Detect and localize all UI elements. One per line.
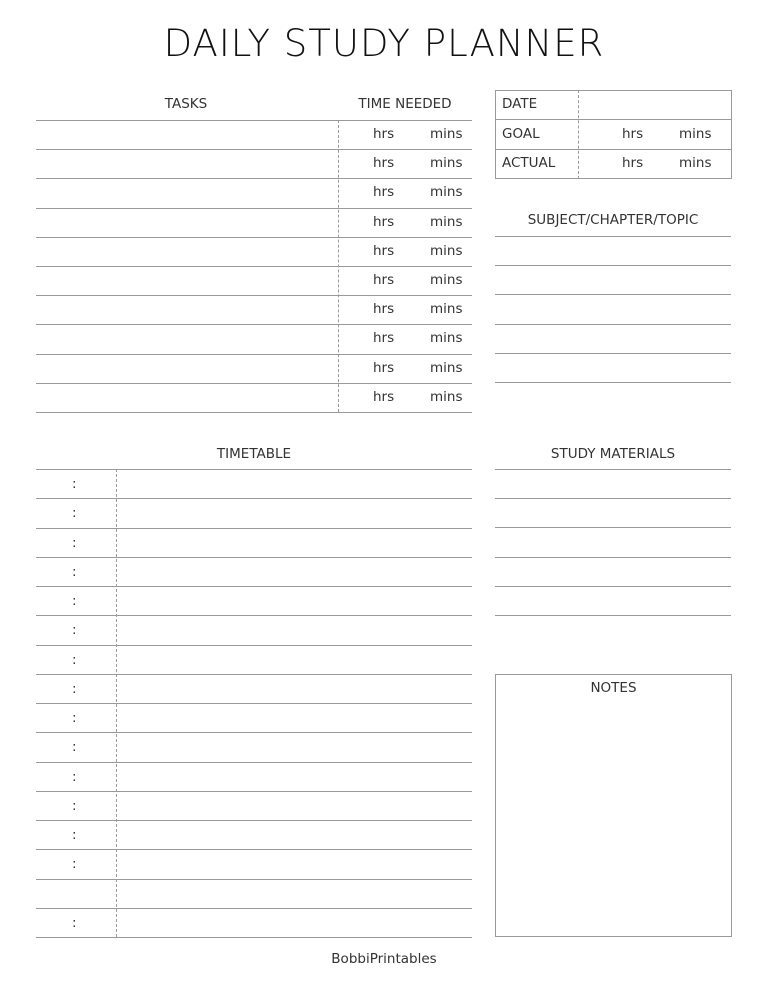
task-hrs-label: hrs xyxy=(373,388,395,405)
time-slot-label: : xyxy=(72,739,77,755)
timetable-entry-input[interactable] xyxy=(118,821,470,848)
time-slot-label: : xyxy=(72,915,77,931)
time-slot-label: : xyxy=(72,622,77,638)
task-input[interactable] xyxy=(36,296,336,323)
material-input[interactable] xyxy=(495,528,731,555)
timetable-entry-input[interactable] xyxy=(118,704,470,731)
task-mins-label: mins xyxy=(430,359,463,376)
task-mins-label: mins xyxy=(430,388,463,405)
task-mins-label: mins xyxy=(430,126,463,142)
summary-line xyxy=(495,149,732,150)
timetable-entry-input[interactable] xyxy=(118,880,470,907)
task-input[interactable] xyxy=(36,179,336,206)
goal-label: GOAL xyxy=(502,126,540,142)
material-input[interactable] xyxy=(495,499,731,526)
time-slot-label: : xyxy=(72,827,77,843)
time-slot-label: : xyxy=(72,535,77,551)
task-hrs-label: hrs xyxy=(373,359,395,376)
timetable-row-line xyxy=(36,937,472,938)
subject-input[interactable] xyxy=(495,266,731,293)
task-input[interactable] xyxy=(36,209,336,236)
tasks-header: TASKS xyxy=(164,96,208,112)
time-slot-label: : xyxy=(72,769,77,785)
timetable-entry-input[interactable] xyxy=(118,675,470,702)
material-input[interactable] xyxy=(495,587,731,614)
subject-input[interactable] xyxy=(495,295,731,322)
time-slot-label: : xyxy=(72,652,77,668)
date-field[interactable] xyxy=(580,91,730,118)
timetable-entry-input[interactable] xyxy=(118,470,470,497)
notes-box[interactable] xyxy=(495,674,732,937)
time-slot-label: : xyxy=(72,710,77,726)
time-slot-label: : xyxy=(72,505,77,521)
subject-row-line xyxy=(495,382,731,383)
task-input[interactable] xyxy=(36,238,336,265)
task-mins-label: mins xyxy=(430,330,463,347)
task-hrs-label: hrs xyxy=(373,126,395,142)
timetable-entry-input[interactable] xyxy=(118,792,470,819)
summary-line xyxy=(495,119,732,120)
time-slot-label: : xyxy=(72,798,77,814)
timetable-entry-input[interactable] xyxy=(118,733,470,760)
task-hrs-label: hrs xyxy=(373,184,395,201)
subject-input[interactable] xyxy=(495,325,731,352)
timetable-entry-input[interactable] xyxy=(118,529,470,556)
task-mins-label: mins xyxy=(430,184,463,201)
timetable-entry-input[interactable] xyxy=(118,909,470,936)
goal-mins-label: mins xyxy=(679,126,712,142)
summary-divider xyxy=(578,90,579,179)
subject-input[interactable] xyxy=(495,354,731,381)
page-title: DAILY STUDY PLANNER xyxy=(163,22,605,65)
task-hrs-label: hrs xyxy=(373,155,395,172)
footer-brand: BobbiPrintables xyxy=(331,951,437,967)
subject-header: SUBJECT/CHAPTER/TOPIC xyxy=(527,212,699,228)
task-hrs-label: hrs xyxy=(373,272,395,288)
task-hrs-label: hrs xyxy=(373,213,395,230)
timetable-entry-input[interactable] xyxy=(118,646,470,673)
task-mins-label: mins xyxy=(430,155,463,172)
time-slot-label: : xyxy=(72,564,77,580)
time-needed-header: TIME NEEDED xyxy=(358,96,452,112)
task-hrs-label: hrs xyxy=(373,242,395,259)
actual-label: ACTUAL xyxy=(502,155,556,171)
materials-header: STUDY MATERIALS xyxy=(550,446,676,462)
task-input[interactable] xyxy=(36,325,336,352)
task-input[interactable] xyxy=(36,121,336,148)
timetable-header: TIMETABLE xyxy=(216,446,292,462)
material-row-line xyxy=(495,615,731,616)
task-mins-label: mins xyxy=(430,272,463,288)
task-input[interactable] xyxy=(36,267,336,294)
task-hrs-label: hrs xyxy=(373,301,395,318)
time-slot-label: : xyxy=(72,593,77,609)
task-row-line xyxy=(36,412,472,413)
task-input[interactable] xyxy=(36,150,336,177)
subject-input[interactable] xyxy=(495,237,731,264)
task-input[interactable] xyxy=(36,355,336,382)
material-input[interactable] xyxy=(495,470,731,497)
timetable-entry-input[interactable] xyxy=(118,763,470,790)
task-mins-label: mins xyxy=(430,242,463,259)
task-hrs-label: hrs xyxy=(373,330,395,347)
notes-header: NOTES xyxy=(590,680,637,696)
timetable-entry-input[interactable] xyxy=(118,616,470,643)
actual-mins-label: mins xyxy=(679,155,712,171)
timetable-entry-input[interactable] xyxy=(118,587,470,614)
timetable-entry-input[interactable] xyxy=(118,499,470,526)
time-slot-label: : xyxy=(72,856,77,872)
actual-hrs-label: hrs xyxy=(622,155,644,171)
date-label: DATE xyxy=(502,96,538,112)
time-slot-label: : xyxy=(72,681,77,697)
material-input[interactable] xyxy=(495,558,731,585)
task-input[interactable] xyxy=(36,384,336,411)
timetable-entry-input[interactable] xyxy=(118,558,470,585)
time-slot-label: : xyxy=(72,476,77,492)
goal-hrs-label: hrs xyxy=(622,126,644,142)
task-mins-label: mins xyxy=(430,213,463,230)
task-mins-label: mins xyxy=(430,301,463,318)
timetable-entry-input[interactable] xyxy=(118,850,470,877)
